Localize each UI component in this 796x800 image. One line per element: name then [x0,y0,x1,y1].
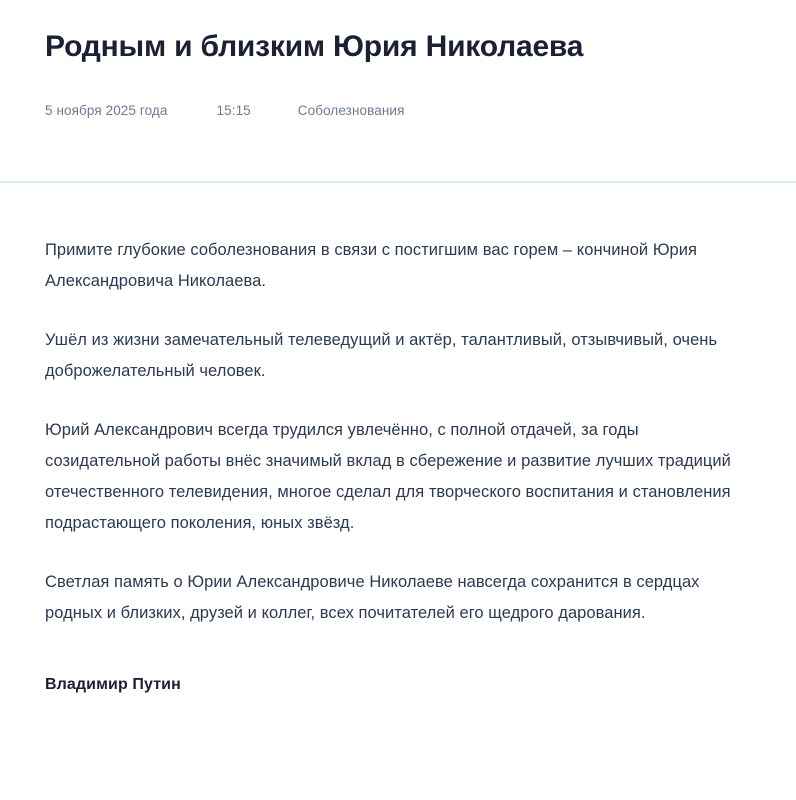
publish-date: 5 ноября 2025 года [45,103,168,119]
article-header [0,0,796,119]
article-paragraph: Примите глубокие соболезнования в связи с постигшим вас горем – кончиной Юрия Александровича Николаева. [45,241,698,291]
article-paragraph: Светлая память о Юрии Александровиче Николаеве навсегда сохранится в сердцах родных и близких, друзей и коллег, всех почитателей его щедрого дарования. [45,573,700,623]
article-meta [45,103,751,119]
article-paragraph: Юрий Александрович всегда трудился увлечённо, с полной отдачей, за годы созидательной работы внёс значимый вклад в сбережение и развитие лучших традиций отечественного телевидения, многое сделал для творческого воспитания и становления подрастающего поколения, юных звёзд. [45,421,731,533]
article-paragraph: Ушёл из жизни замечательный телеведущий и актёр, талантливый, отзывчивый, очень доброжелательный человек. [45,331,718,381]
publish-time: 15:15 [216,103,251,119]
page-title: Родным и близким Юрия Николаева [45,30,584,63]
category-label: Соболезнования [297,103,405,119]
signature: Владимир Путин [45,676,181,694]
article-body [0,183,796,697]
